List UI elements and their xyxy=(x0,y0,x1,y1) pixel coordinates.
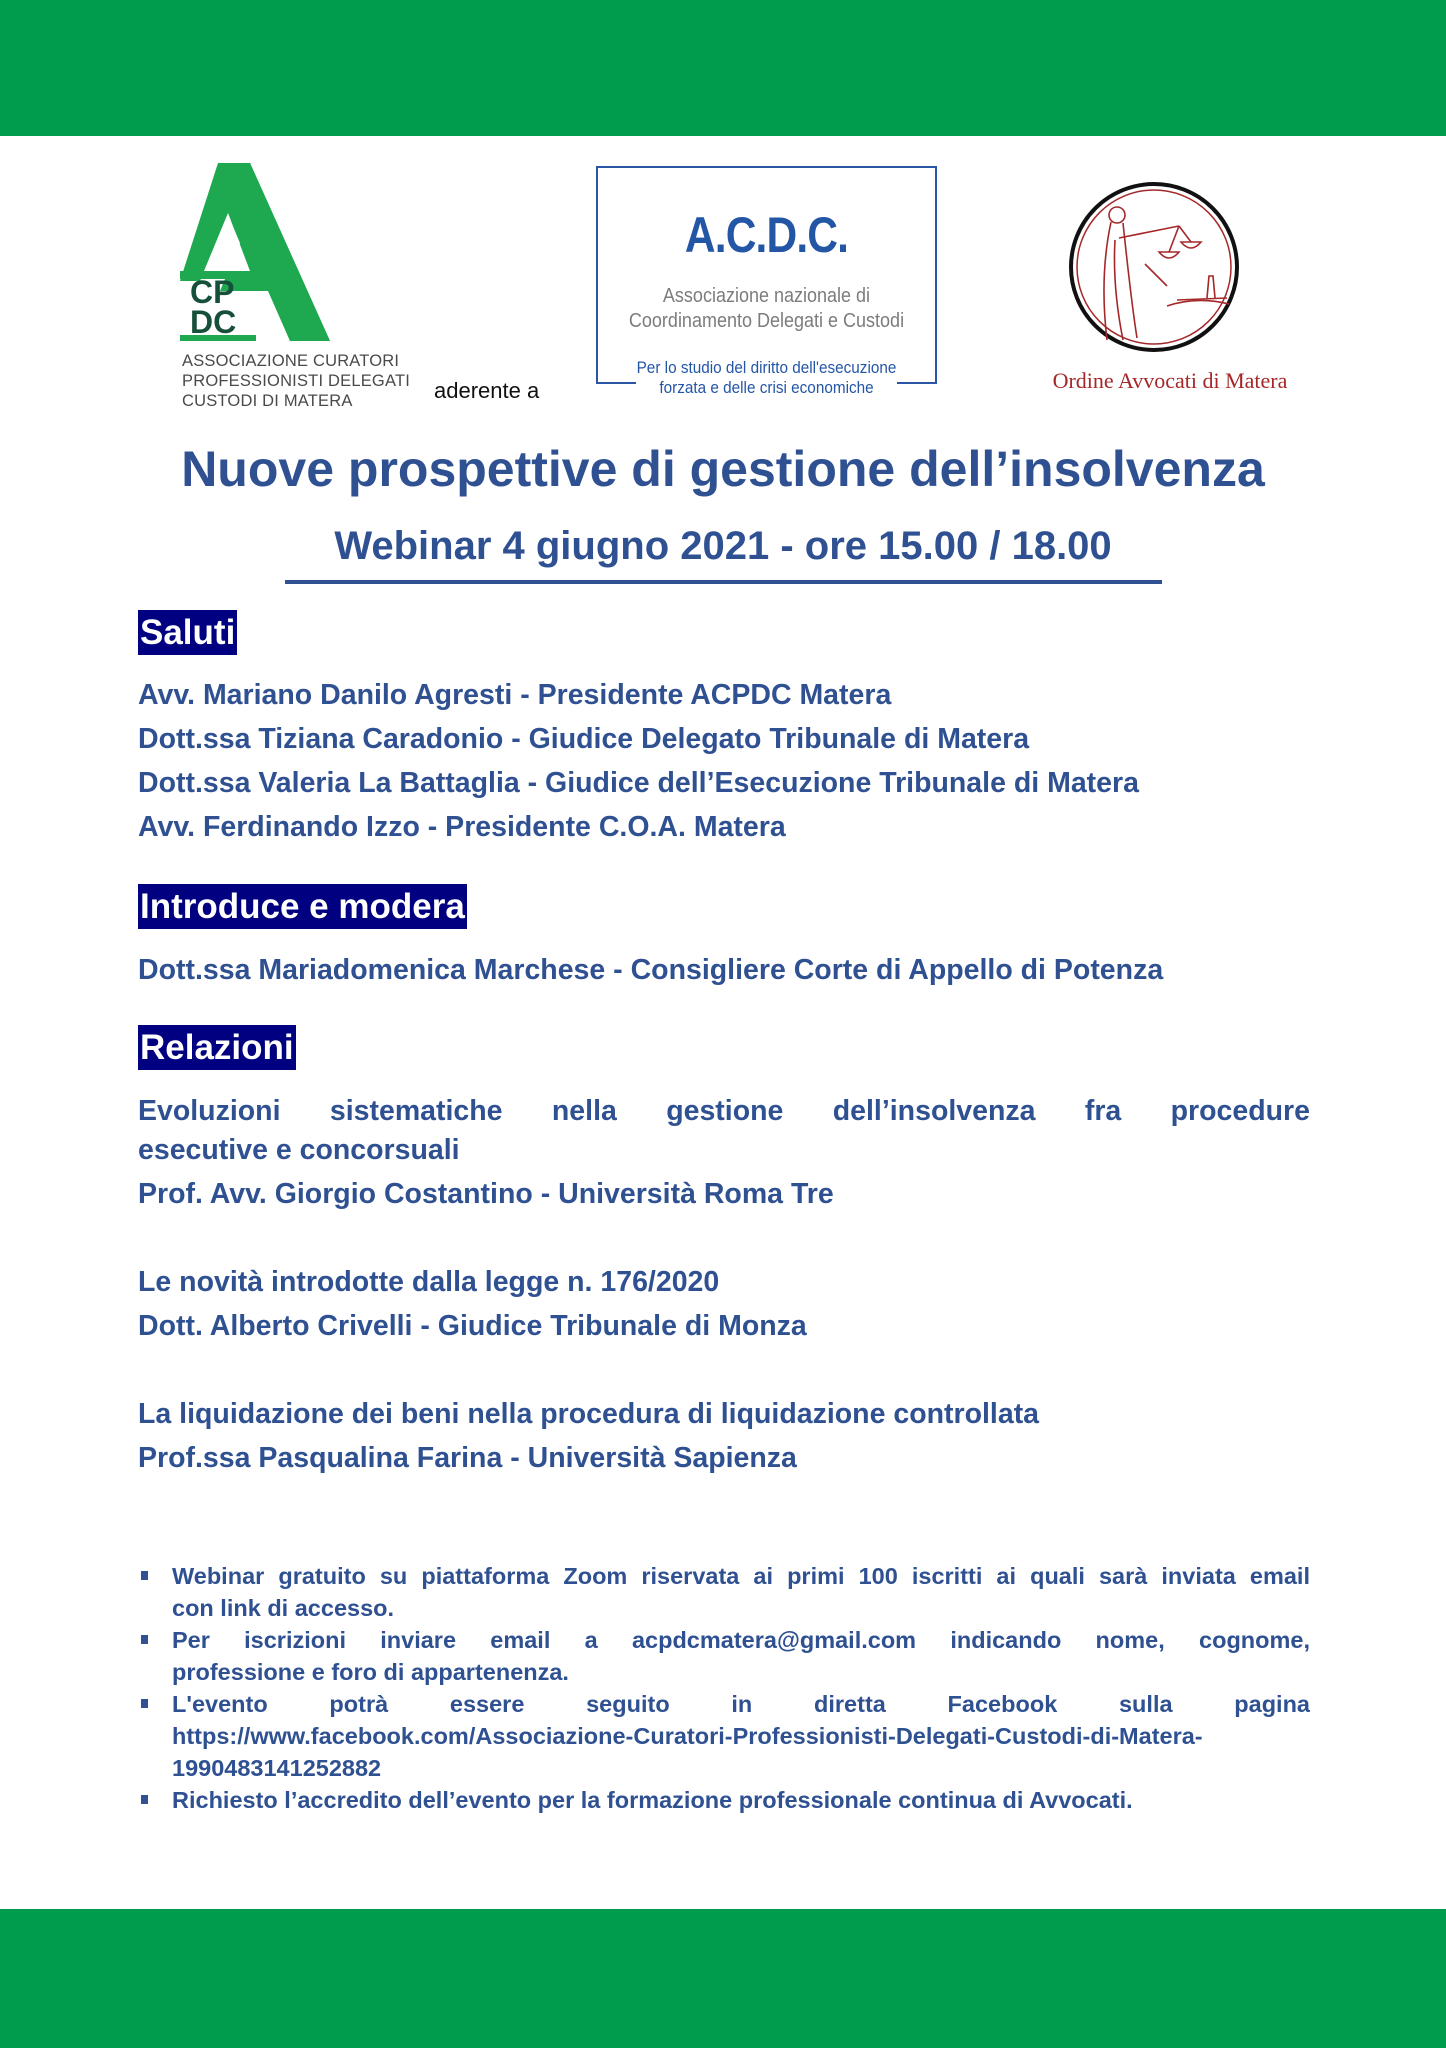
acdc-frame xyxy=(596,166,937,384)
talk-title: Le novità introdotte dalla legge n. 176/2020 xyxy=(138,1266,720,1298)
info-item xyxy=(138,1784,1310,1816)
info-line: con link di accesso. xyxy=(172,1595,395,1621)
ordine-avvocati-logo xyxy=(1030,180,1310,400)
info-line: Per iscrizioni inviare email a acpdcmatera@gmail.com indicando nome, cognome, xyxy=(172,1627,1310,1653)
top-green-band xyxy=(0,0,1446,136)
justice-seal-icon xyxy=(1067,180,1242,355)
talk-title-cont: esecutive e concorsuali xyxy=(138,1134,460,1166)
page-title: Nuove prospettive di gestione dell’insolvenza xyxy=(181,441,1265,497)
info-item xyxy=(138,1688,1310,1784)
acpdc-caption xyxy=(182,351,410,411)
acpdc-caption-line: CUSTODI DI MATERA xyxy=(182,392,353,410)
info-item xyxy=(138,1560,1310,1624)
acdc-tagline xyxy=(613,358,920,398)
talk-title: Evoluzioni sistematiche nella gestione dell’insolvenza fra procedure xyxy=(138,1095,1310,1127)
square-bullet-icon xyxy=(141,1571,148,1580)
section-label-saluti: Saluti xyxy=(138,610,237,655)
acdc-tagline-line: Per lo studio del diritto dell'esecuzione xyxy=(636,358,897,377)
saluti-item: Dott.ssa Valeria La Battaglia - Giudice dell’Esecuzione Tribunale di Matera xyxy=(138,767,1139,799)
square-bullet-icon xyxy=(141,1699,148,1708)
section-label-relazioni: Relazioni xyxy=(138,1025,296,1070)
square-bullet-icon xyxy=(141,1635,148,1644)
acdc-tagline-line: forzata e delle crisi economiche xyxy=(659,378,874,397)
acdc-title: A.C.D.C. xyxy=(684,207,849,263)
info-line: L'evento potrà essere seguito in diretta Facebook sulla pagina xyxy=(172,1691,1310,1717)
subtitle-underline xyxy=(285,580,1162,584)
acpdc-caption-line: PROFESSIONISTI DELEGATI xyxy=(182,372,411,390)
aderente-text: aderente a xyxy=(434,378,540,403)
facebook-link[interactable]: https://www.facebook.com/Associazione-Curatori-Professionisti-Delegati-Custodi-di-Matera- xyxy=(172,1723,1203,1749)
talk-title: La liquidazione dei beni nella procedura di liquidazione controllata xyxy=(138,1398,1040,1430)
square-bullet-icon xyxy=(141,1795,148,1804)
saluti-item: Avv. Ferdinando Izzo - Presidente C.O.A. Matera xyxy=(138,811,786,843)
acpdc-letters-cp: CP xyxy=(190,274,235,310)
talk-speaker: Dott. Alberto Crivelli - Giudice Tribunale di Monza xyxy=(138,1310,807,1342)
bottom-green-band xyxy=(0,1909,1446,2048)
facebook-link-id[interactable]: 1990483141252882 xyxy=(172,1755,382,1781)
talk-speaker: Prof.ssa Pasqualina Farina - Università Sapienza xyxy=(138,1442,797,1474)
talk-speaker: Prof. Avv. Giorgio Costantino - Università Roma Tre xyxy=(138,1178,834,1210)
info-line: Richiesto l’accredito dell’evento per la formazione professionale continua di Avvocati. xyxy=(172,1787,1133,1813)
saluti-item: Dott.ssa Tiziana Caradonio - Giudice Delegato Tribunale di Matera xyxy=(138,723,1030,755)
acdc-logo xyxy=(596,166,937,397)
ordine-caption: Ordine Avvocati di Matera xyxy=(1052,368,1288,393)
info-item xyxy=(138,1624,1310,1688)
acpdc-caption-line: ASSOCIAZIONE CURATORI xyxy=(182,352,400,370)
acdc-subtitle-line: Associazione nazionale di xyxy=(662,285,871,307)
acdc-subtitle xyxy=(613,284,920,334)
webinar-date: Webinar 4 giugno 2021 - ore 15.00 / 18.00 xyxy=(334,524,1112,568)
saluti-item: Avv. Mariano Danilo Agresti - Presidente ACPDC Matera xyxy=(138,679,892,711)
moderator-item: Dott.ssa Mariadomenica Marchese - Consigliere Corte di Appello di Potenza xyxy=(138,954,1164,986)
info-line: professione e foro di appartenenza. xyxy=(172,1659,569,1685)
acdc-subtitle-line: Coordinamento Delegati e Custodi xyxy=(628,310,905,332)
acpdc-letters-dc: DC xyxy=(190,304,237,340)
acpdc-a-mark-icon xyxy=(180,163,330,343)
section-label-introduce: Introduce e modera xyxy=(138,884,467,929)
info-list xyxy=(138,1560,1310,1816)
info-line: Webinar gratuito su piattaforma Zoom riservata ai primi 100 iscritti ai quali sarà inviata email xyxy=(172,1563,1310,1589)
acpdc-logo xyxy=(180,163,410,418)
